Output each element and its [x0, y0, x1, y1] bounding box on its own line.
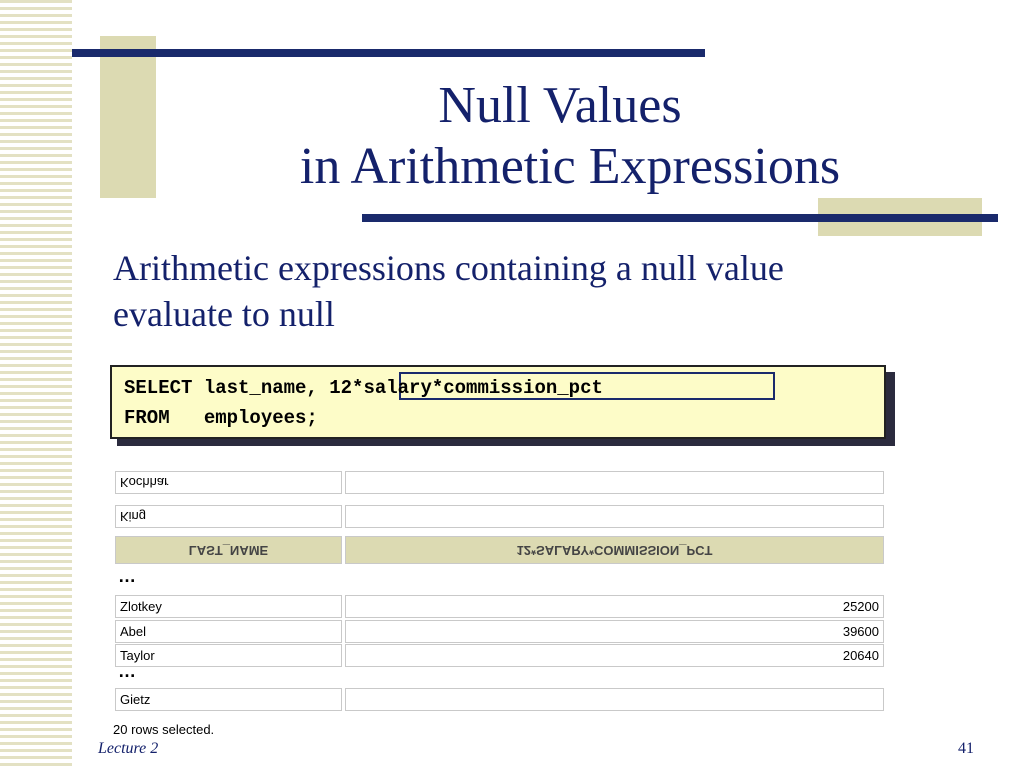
cell-last-name: Gietz [120, 692, 151, 707]
sql-line-2: FROM employees; [124, 407, 318, 429]
body-line1: Arithmetic expressions containing a null value [113, 248, 784, 288]
cell-last-name: Taylor [120, 648, 155, 663]
column-header-expression: 12*SALARY*COMMISSION_PCT [345, 536, 884, 564]
table-row [345, 688, 884, 711]
table-row [115, 595, 342, 618]
sql-code-box [110, 365, 886, 439]
result-grid-middle [115, 595, 887, 667]
result-grid-bottom [115, 688, 887, 714]
ellipsis-2: … [118, 661, 137, 681]
table-row [115, 505, 342, 528]
table-row [345, 471, 884, 494]
left-stripe-band [0, 0, 72, 768]
slide-title-line1: Null Values [438, 77, 682, 134]
table-row [115, 471, 342, 494]
cell-value: 39600 [842, 624, 879, 639]
table-row [115, 620, 342, 643]
table-row [345, 595, 884, 618]
ellipsis-1: … [118, 566, 137, 586]
slide-body-text [113, 245, 993, 337]
cell-last-name: Zlotkey [120, 599, 162, 614]
decor-line-top [72, 49, 705, 57]
table-row [345, 620, 884, 643]
slide-title-line2: in Arithmetic Expressions [299, 138, 841, 195]
table-row [115, 688, 342, 711]
sql-line-1 [124, 377, 603, 399]
cell-value: 20640 [842, 648, 879, 663]
cell-last-name: King [120, 509, 147, 524]
footer-lecture-label: Lecture 2 [98, 740, 159, 757]
cell-last-name: Kochhar [120, 475, 169, 490]
rows-selected-status: 20 rows selected. [113, 722, 215, 737]
sql-highlighted-expression: 12*salary*commission_pct [329, 377, 603, 399]
sql-select-clause: SELECT last_name, [124, 377, 330, 399]
body-line2: evaluate to null [113, 294, 335, 334]
decor-line-bottom [362, 214, 998, 222]
footer-page-number: 41 [958, 740, 974, 757]
result-grid-top [115, 468, 887, 568]
cell-last-name: Abel [120, 624, 147, 639]
cell-value: 25200 [842, 599, 879, 614]
table-row [345, 505, 884, 528]
column-header-last-name: LAST_NAME [115, 536, 342, 564]
table-row [345, 644, 884, 667]
decor-block-left [100, 36, 156, 198]
table-row [115, 644, 342, 667]
